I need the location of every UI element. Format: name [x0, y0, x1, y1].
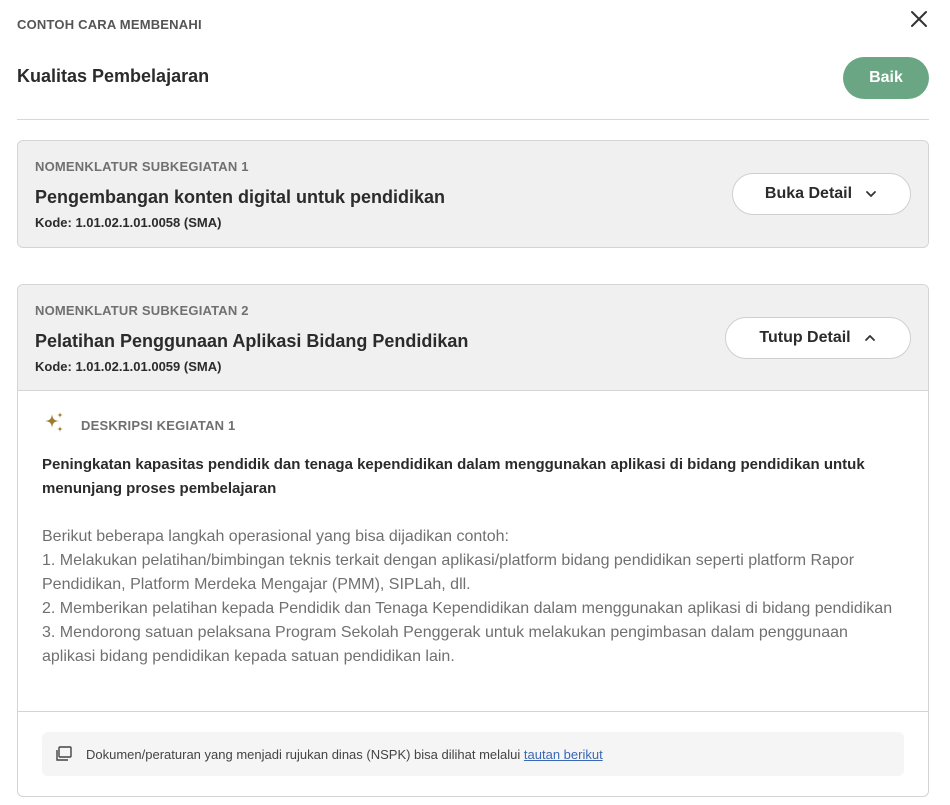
description-main: Peningkatan kapasitas pendidik dan tenaga kependidikan dalam menggunakan aplikasi di bidang pendidikan untuk menunjang proses pembelajaran: [42, 456, 865, 497]
subkegiatan-card-1: [17, 140, 929, 248]
modal-overline: CONTOH CARA MEMBENAHI: [17, 17, 202, 32]
button-label: Buka Detail: [764, 185, 853, 202]
close-detail-button[interactable]: [725, 317, 911, 359]
card-label: NOMENKLATUR SUBKEGIATAN 1: [35, 159, 249, 174]
sparkle-icon: [42, 411, 66, 440]
description-step: 2. Memberikan pelatihan kepada Pendidik dan Tenaga Kependidikan dalam menggunakan aplikasi di bidang pendidikan: [42, 600, 893, 617]
description-step: 1. Melakukan pelatihan/bimbingan teknis terkait dengan aplikasi/platform bidang pendidikan seperti platform Rapor Pendidikan, Platform Merdeka Mengajar (PMM), SIPLah, dll.: [42, 552, 855, 593]
subkegiatan-card-2: [17, 284, 929, 797]
header-divider: [17, 119, 929, 120]
chevron-up-icon: [863, 331, 877, 345]
chevron-down-icon: [864, 187, 878, 201]
page-title: Kualitas Pembelajaran: [17, 66, 210, 86]
description-header: [42, 411, 235, 440]
open-detail-button[interactable]: [732, 173, 911, 215]
card-header: [18, 285, 928, 391]
card-label: NOMENKLATUR SUBKEGIATAN 2: [35, 303, 249, 318]
description-body: [42, 525, 902, 669]
card-title: Pelatihan Penggunaan Aplikasi Bidang Pendidikan: [35, 331, 469, 351]
document-icon: [54, 744, 74, 764]
card-header: [18, 141, 928, 247]
close-icon: [908, 17, 930, 34]
card-code: Kode: 1.01.02.1.01.0058 (SMA): [35, 215, 222, 230]
close-button[interactable]: [908, 8, 930, 30]
description-step: 3. Mendorong satuan pelaksana Program Sekolah Penggerak untuk melakukan pengimbasan dalam penggunaan aplikasi bidang pendidikan kepada satuan pendidikan lain.: [42, 624, 848, 665]
footnote-label: Dokumen/peraturan yang menjadi rujukan dinas (NSPK) bisa dilihat melalui: [86, 746, 524, 762]
footer-divider: [18, 711, 928, 712]
status-badge: Baik: [843, 57, 929, 99]
description-section: [18, 391, 928, 711]
card-title: Pengembangan konten digital untuk pendidikan: [35, 187, 446, 207]
button-label: Tutup Detail: [759, 329, 851, 346]
description-label: DESKRIPSI KEGIATAN 1: [81, 418, 236, 433]
reference-link[interactable]: tautan berikut: [523, 746, 603, 762]
card-code: Kode: 1.01.02.1.01.0059 (SMA): [35, 359, 222, 374]
reference-footnote: [42, 732, 904, 776]
description-intro: Berikut beberapa langkah operasional yang bisa dijadikan contoh:: [42, 528, 509, 545]
footnote-text: [86, 747, 603, 762]
